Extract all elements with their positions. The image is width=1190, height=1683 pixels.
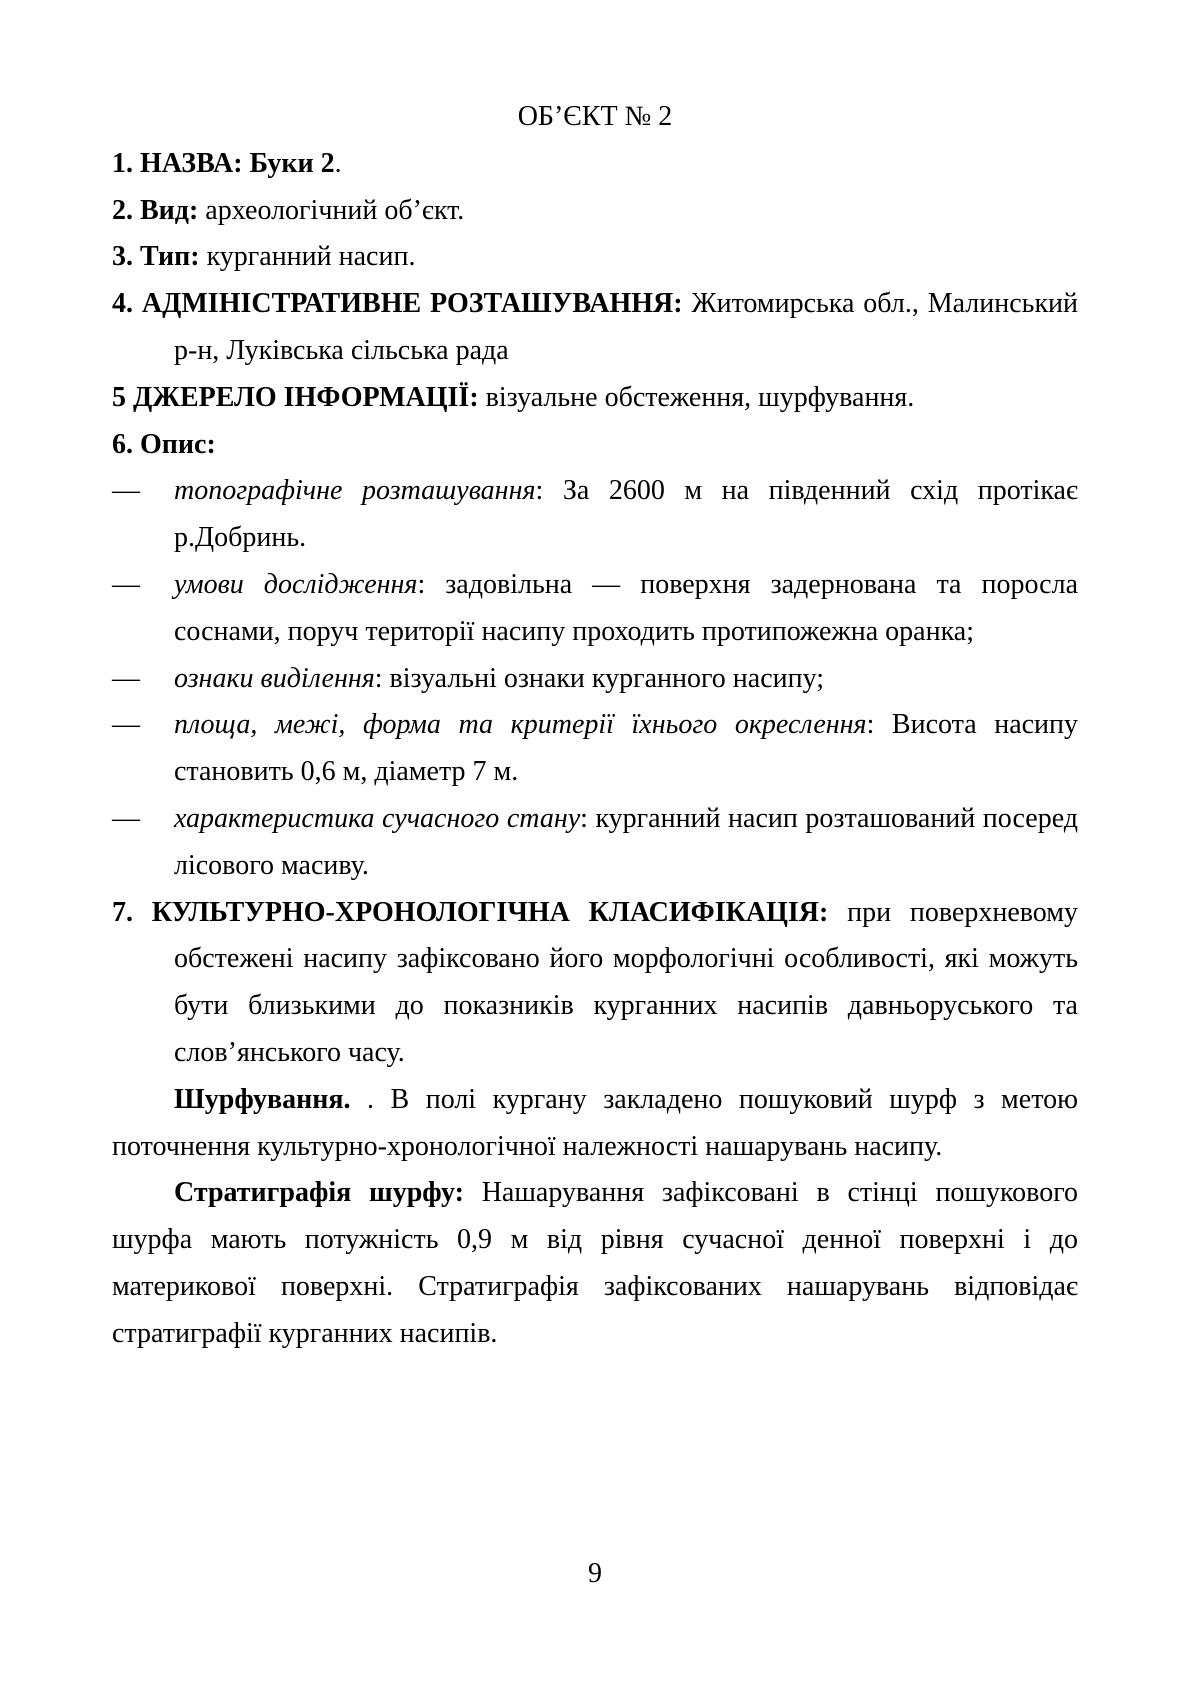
field-administrative-location-label: 4. АДМІНІСТРАТИВНЕ РОЗТАШУВАННЯ: [112,288,683,320]
bullet-identification-signs-text: : візуальні ознаки курганного насипу; [374,662,824,694]
field-information-source-label: 5 ДЖЕРЕЛО ІНФОРМАЦІЇ: [112,381,479,413]
field-administrative-location [112,281,1078,375]
field-typ-label: 3. Тип: [112,241,200,273]
paragraph-stratigraphy-text: Нашарування зафіксовані в стінці пошукового шурфа мають потужність 0,9 м від рівня сучасної денної поверхні і до материкової поверхні. Стратиграфія зафіксованих нашарувань відповідає стратиграфії курганних насипів. [112,1177,1078,1349]
bullet-identification-signs [112,656,1078,703]
field-administrative-location-value: Житомирська обл., Малинський р-н, Луківська сільська рада [174,288,1079,366]
bullet-area-borders-form-text: : Висота насипу становить 0,6 м, діаметр 7 м. [174,709,1079,788]
bullet-current-state-term: характеристика сучасного стану [174,802,581,834]
field-description-heading [112,422,1078,469]
field-nazva-label: 1. НАЗВА: Буки 2 [112,147,335,179]
field-vyd-label: 2. Вид: [112,194,199,226]
field-vyd-value: археологічний об’єкт. [198,194,465,226]
field-information-source [112,375,1078,422]
field-vyd [112,188,1078,235]
bullet-current-state [112,796,1078,890]
bullet-topographic-location-text: : За 2600 м на південний схід протікає р.Добринь. [174,475,1078,554]
field-description-heading-label: 6. Опис: [112,428,216,460]
field-information-source-value: візуальне обстеження, шурфування. [478,381,915,413]
dash-marker-icon: — [112,568,140,600]
section-cultural-chronological-classification [112,890,1078,1077]
dash-marker-icon: — [112,475,140,507]
bullet-area-borders-form-term: площа, межі, форма та критерії їхнього окреслення [174,709,867,741]
page-number: 9 [588,1558,602,1589]
paragraph-shurfuvannya-label: Шурфування. [174,1083,351,1115]
section-cultural-chronological-classification-label: 7. КУЛЬТУРНО-ХРОНОЛОГІЧНА КЛАСИФІКАЦІЯ: [112,896,829,928]
bullet-research-conditions [112,562,1078,656]
field-typ [112,234,1078,281]
document-body [112,94,1078,1358]
bullet-area-borders-form [112,702,1078,796]
field-nazva [112,141,1078,188]
section-cultural-chronological-classification-text: при поверхневому обстежені насипу зафіксовано його морфологічні особливості, які можуть бути близькими до показників курганних насипів давньоруського та слов’янського часу. [174,896,1078,1068]
dash-marker-icon: — [112,802,140,834]
bullet-research-conditions-term: умови дослідження [174,568,418,600]
bullet-current-state-text: : курганний насип розташований посеред лісового масиву. [174,802,1078,881]
dash-marker-icon: — [112,709,140,741]
bullet-topographic-location-term: топографічне розташування [174,475,536,507]
bullet-research-conditions-text: : задовільна — поверхня задернована та поросла соснами, поруч території насипу проходить протипожежна оранка; [174,568,1078,647]
paragraph-shurfuvannya [112,1077,1078,1171]
bullet-identification-signs-term: ознаки виділення [174,662,375,694]
field-typ-value: курганний насип. [199,241,416,273]
document-title: ОБ’ЄКТ № 2 [517,101,673,132]
paragraph-stratigraphy-label: Стратиграфія шурфу: [174,1177,464,1209]
dash-marker-icon: — [112,662,140,694]
bullet-topographic-location [112,468,1078,562]
paragraph-stratigraphy [112,1170,1078,1357]
paragraph-shurfuvannya-text: . В полі кургану закладено пошуковий шурф з метою поточнення культурно-хронологічної належності нашарувань насипу. [112,1083,1078,1162]
field-nazva-value: . [334,147,342,179]
